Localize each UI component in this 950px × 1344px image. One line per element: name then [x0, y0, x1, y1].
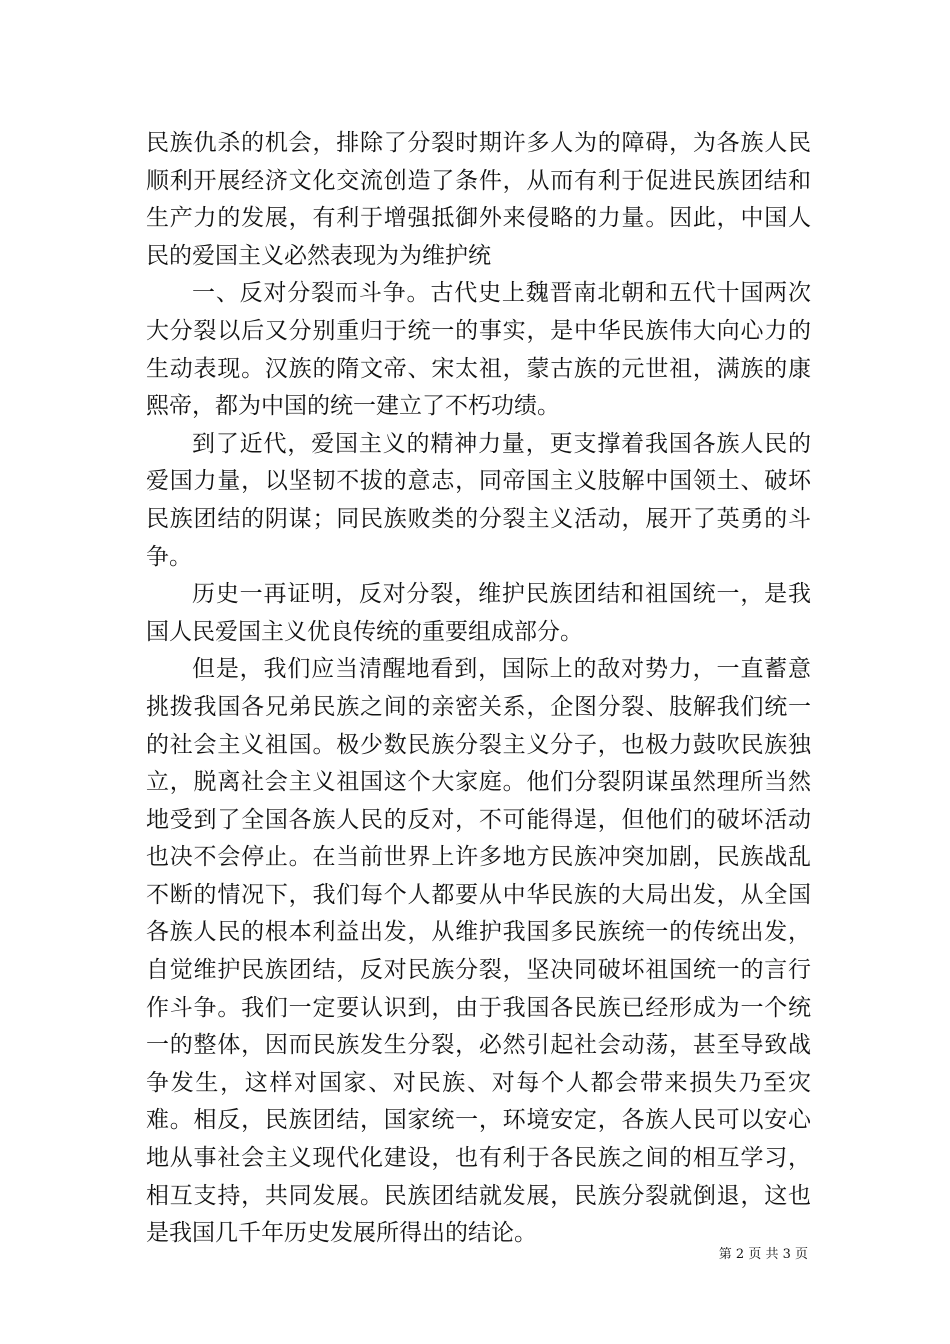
paragraph-5: 但是，我们应当清醒地看到，国际上的敌对势力，一直蓄意挑拨我国各兄弟民族之间的亲密关系，企图分裂、肢解我们统一的社会主义祖国。极少数民族分裂主义分子，也极力鼓吹民族独立，脱离社会主义祖国这个大家庭。他们分裂阴谋虽然理所当然地受到了全国各族人民的反对，不可能得逞，但他们的破坏活动也决不会停止。在当前世界上许多地方民族冲突加剧，民族战乱不断的情况下，我们每个人都要从中华民族的大局出发，从全国各族人民的根本利益出发，从维护我国多民族统一的传统出发，自觉维护民族团结，反对民族分裂，坚决同破坏祖国统一的言行作斗争。我们一定要认识到，由于我国各民族已经形成为一个统一的整体，因而民族发生分裂，必然引起社会动荡，甚至导致战争发生，这样对国家、对民族、对每个人都会带来损失乃至灾难。相反，民族团结，国家统一，环境安定，各族人民可以安心地从事社会主义现代化建设，也有利于各民族之间的相互学习，相互支持，共同发展。民族团结就发展，民族分裂就倒退，这也是我国几千年历史发展所得出的结论。: [146, 656, 811, 1247]
paragraph-2: 一、反对分裂而斗争。古代史上魏晋南北朝和五代十国两次大分裂以后又分别重归于统一的事实，是中华民族伟大向心力的生动表现。汉族的隋文帝、宋太祖，蒙古族的元世祖，满族的康熙帝，都为中国的统一建立了不朽功绩。: [146, 280, 811, 420]
paragraph-4: 历史一再证明，反对分裂，维护民族团结和祖国统一，是我国人民爱国主义优良传统的重要组成部分。: [146, 581, 811, 645]
paragraph-3: 到了近代，爱国主义的精神力量，更支撑着我国各族人民的爱国力量，以坚韧不拔的意志，同帝国主义肢解中国领土、破坏民族团结的阴谋；同民族败类的分裂主义活动，展开了英勇的斗争。: [146, 430, 811, 570]
page-number-footer: 第 2 页 共 3 页: [718, 1247, 808, 1262]
paragraph-1: 民族仇杀的机会，排除了分裂时期许多人为的障碍，为各族人民顺利开展经济文化交流创造了条件，从而有利于促进民族团结和生产力的发展，有利于增强抵御外来侵略的力量。因此，中国人民的爱国主义必然表现为为维护统: [146, 130, 811, 269]
document-body: [146, 125, 811, 1253]
